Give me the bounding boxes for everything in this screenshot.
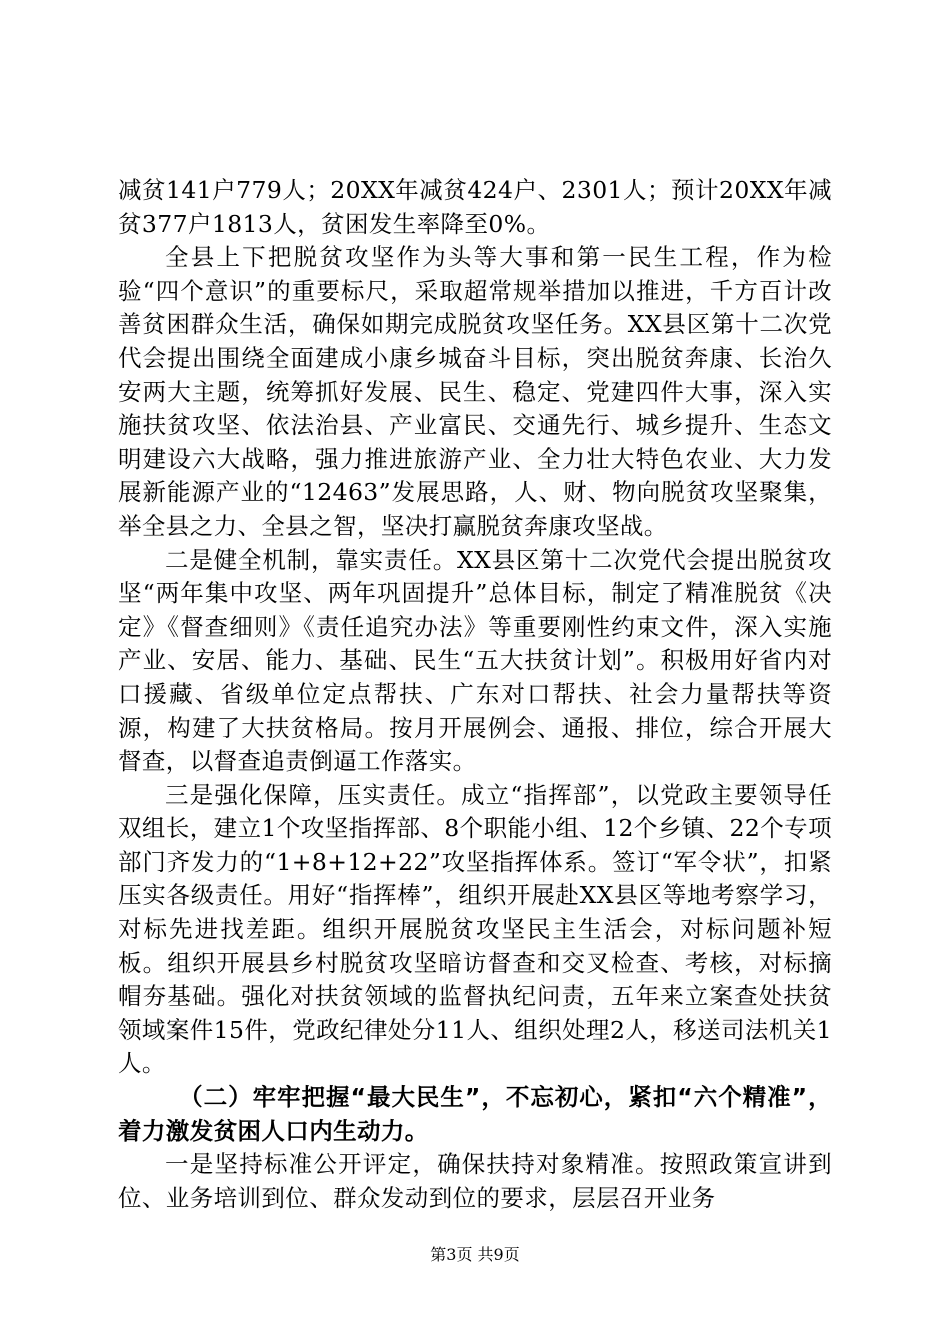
page-footer: 第3页 共9页 [430, 1245, 520, 1264]
paragraph-overview: 全县上下把脱贫攻坚作为头等大事和第一民生工程，作为检验“四个意识”的重要标尺，采取超常规举措加以推进，千方百计改善贫困群众生活，确保如期完成脱贫攻坚任务。XX县区第十二次党代会提出围绕全面建成小康乡城奋斗目标，突出脱贫奔康、长治久安两大主题，统筹抓好发展、民生、稳定、党建四件大事，深入实施扶贫攻坚、依法治县、产业富民、交通先行、城乡提升、生态文明建设六大战略，强力推进旅游产业、全力壮大特色农业、大力发展新能源产业的“12463”发展思路，人、财、物向脱贫攻坚聚集，举全县之力、全县之智，坚决打赢脱贫奔康攻坚战。 [118, 243, 832, 540]
paragraph-mechanism: 二是健全机制，靠实责任。XX县区第十二次党代会提出脱贫攻坚“两年集中攻坚、两年巩固提升”总体目标，制定了精准脱贫《决定》《督查细则》《责任追究办法》等重要刚性约束文件，深入实施产业、安居、能力、基础、民生“五大扶贫计划”。积极用好省内对口援藏、省级单位定点帮扶、广东对口帮扶、社会力量帮扶等资源，构建了大扶贫格局。按月开展例会、通报、排位，综合开展大督查，以督查追责倒逼工作落实。 [118, 545, 832, 776]
paragraph-continuation: 减贫141户779人；20XX年减贫424户、2301人；预计20XX年减贫377户1813人，贫困发生率降至0%。 [118, 176, 832, 238]
section-heading: （二）牢牢把握“最大民生”，不忘初心，紧扣“六个精准”，着力激发贫困人口内生动力。 [118, 1083, 832, 1145]
paragraph-standards: 一是坚持标准公开评定，确保扶持对象精准。按照政策宣讲到位、业务培训到位、群众发动到位的要求，层层召开业务 [118, 1150, 832, 1212]
page-body [118, 174, 832, 1215]
paragraph-guarantee: 三是强化保障，压实责任。成立“指挥部”，以党政主要领导任双组长，建立1个攻坚指挥部、8个职能小组、12个乡镇、22个专项部门齐发力的“1+8+12+22”攻坚指挥体系。签订“军令状”，扣紧压实各级责任。用好“指挥棒”，组织开展赴XX县区等地考察学习，对标先进找差距。组织开展脱贫攻坚民主生活会，对标问题补短板。组织开展县乡村脱贫攻坚暗访督查和交叉检查、考核，对标摘帽夯基础。强化对扶贫领域的监督执纪问责，五年来立案查处扶贫领域案件15件，党政纪律处分11人、组织处理2人，移送司法机关1人。 [118, 780, 832, 1078]
